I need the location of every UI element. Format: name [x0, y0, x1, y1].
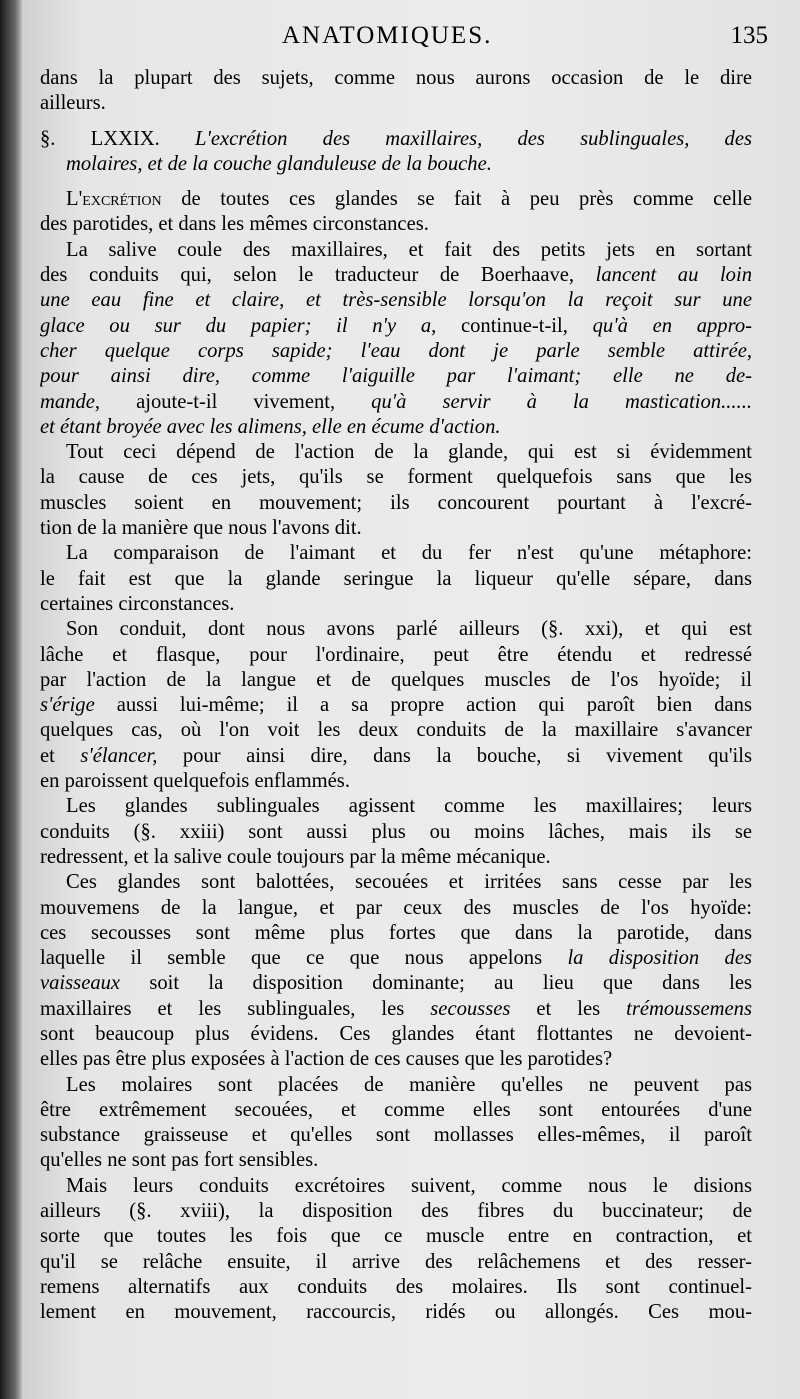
body-text: [40, 66, 752, 1326]
text-line: [40, 896, 752, 921]
text-line: [40, 1199, 752, 1224]
text-line: [40, 744, 752, 769]
page-gutter-shadow: [0, 0, 22, 1399]
italic-text: qu'à en appro-: [592, 314, 752, 337]
italic-text: mande: [40, 390, 95, 413]
text-line: [40, 997, 752, 1022]
text-segment: , continue-t-il,: [431, 314, 593, 337]
running-header: [22, 22, 778, 56]
text-segment: Tout ceci dépend de l'action de la glande, qui est si évidemment: [66, 441, 752, 464]
text-line: [40, 263, 752, 288]
text-segment: et les: [510, 997, 627, 1020]
text-line: [40, 440, 752, 465]
text-line: [40, 314, 752, 339]
text-line: [40, 541, 752, 566]
text-segment: laquelle il semble que ce que nous appelons: [40, 947, 568, 970]
italic-text: s'élancer,: [80, 744, 158, 767]
text-segment: lement en mouvement, raccourcis, ridés ou allongés. Ces mou-: [40, 1301, 752, 1324]
text-segment: muscles soient en mouvement; ils concourent pourtant à l'excré-: [40, 491, 752, 514]
text-line: [40, 1148, 752, 1173]
text-segment: ailleurs.: [40, 92, 106, 115]
text-line: [40, 1275, 752, 1300]
text-line: [40, 643, 752, 668]
text-segment: , ajoute-t-il vivement,: [94, 390, 372, 413]
page-number: 135: [730, 22, 768, 49]
text-segment: ces secousses sont même plus fortes que dans la parotide, dans: [40, 921, 752, 944]
text-segment: La salive coule des maxillaires, et fait des petits jets en sortant: [66, 238, 752, 261]
italic-text: qu'à servir à la mastication......: [371, 390, 752, 413]
text-segment: elles pas être plus exposées à l'action de ces causes que les parotides?: [40, 1048, 613, 1071]
text-segment: Les glandes sublinguales agissent comme les maxillaires; leurs: [66, 795, 752, 818]
italic-text: une eau fine et claire, et très-sensible lorsqu'on la reçoit sur une: [40, 289, 752, 312]
text-segment: aussi lui-même; il a sa propre action qui paroît bien dans: [94, 694, 752, 717]
text-segment: remens alternatifs aux conduits des molaires. Ils sont continuel-: [40, 1275, 752, 1298]
text-segment: sont beaucoup plus évidens. Ces glandes étant flottantes ne devoient-: [40, 1022, 752, 1045]
text-segment: substance graisseuse et qu'elles sont mollasses elles-mêmes, il paroît: [40, 1124, 752, 1147]
text-line: [40, 1022, 752, 1047]
text-line: [40, 592, 752, 617]
text-line: [40, 971, 752, 996]
text-segment: être extrêmement secouées, et comme elles sont entourées d'une: [40, 1098, 752, 1121]
text-line: [40, 1224, 752, 1249]
text-line: [40, 1073, 752, 1098]
text-line: [40, 794, 752, 819]
italic-text: pour ainsi dire, comme l'aiguille par l'aimant; elle ne de-: [40, 365, 752, 388]
text-segment: qu'il se relâche ensuite, il arrive des relâchemens et des resser-: [40, 1250, 752, 1273]
text-line: [40, 1123, 752, 1148]
italic-text: lancent au loin: [595, 264, 752, 287]
text-segment: par l'action de la langue et de quelques muscles de l'os hyoïde; il: [40, 668, 752, 691]
italic-text: L'excrétion des maxillaires, des sublinguales, des: [195, 127, 752, 150]
text-line: [40, 339, 752, 364]
text-line: [40, 288, 752, 313]
italic-text: glace ou sur du papier; il n'y a: [40, 314, 432, 337]
text-segment: certaines circonstances.: [40, 592, 235, 615]
text-segment: soit la disposition dominante; au lieu que dans les: [120, 972, 752, 995]
italic-text: cher quelque corps sapide; l'eau dont je parle semble attirée,: [40, 339, 752, 362]
text-segment: Mais leurs conduits excrétoires suivent, comme nous le disions: [66, 1174, 752, 1197]
text-segment: Les molaires sont placées de manière qu'elles ne peuvent pas: [66, 1073, 752, 1096]
text-line: [40, 718, 752, 743]
italic-text: molaires, et de la couche glanduleuse de la bouche.: [66, 152, 492, 175]
text-segment: §. LXXIX.: [40, 127, 195, 150]
text-line: [40, 91, 752, 116]
text-line: [40, 415, 752, 440]
text-line: [40, 769, 752, 794]
text-segment: de toutes ces glandes se fait à peu près comme celle: [161, 188, 752, 211]
text-segment: redressent, et la salive coule toujours par la même mécanique.: [40, 845, 551, 868]
text-line: [40, 870, 752, 895]
text-line: [40, 1174, 752, 1199]
running-title: ANATOMIQUES.: [282, 22, 493, 49]
text-line: [40, 212, 752, 237]
text-line: [40, 820, 752, 845]
text-segment: des parotides, et dans les mêmes circonstances.: [40, 213, 429, 236]
text-line: [40, 845, 752, 870]
text-segment: dans la plupart des sujets, comme nous aurons occasion de le dire: [40, 67, 752, 89]
text-segment: sorte que toutes les fois que ce muscle entre en contraction, et: [40, 1225, 752, 1248]
text-line: [40, 390, 752, 415]
text-line: [40, 946, 752, 971]
text-line: [40, 1098, 752, 1123]
text-segment: maxillaires et les sublinguales, les: [40, 997, 431, 1020]
text-segment: pour ainsi dire, dans la bouche, si vivement qu'ils: [157, 744, 752, 767]
text-segment: des conduits qui, selon le traducteur de Boerhaave,: [40, 264, 596, 287]
text-segment: lâche et flasque, pour l'ordinaire, peut être étendu et redressé: [40, 643, 752, 666]
italic-text: s'érige: [40, 694, 95, 717]
text-line: [40, 491, 752, 516]
text-segment: tion de la manière que nous l'avons dit.: [40, 517, 362, 540]
text-segment: la cause de ces jets, qu'ils se forment quelquefois sans que les: [40, 466, 752, 489]
text-segment: et: [40, 744, 81, 767]
text-segment: ailleurs (§. xviii), la disposition des fibres du buccinateur; de: [40, 1200, 752, 1223]
text-line: [40, 465, 752, 490]
text-line: [40, 668, 752, 693]
text-segment: La comparaison de l'aimant et du fer n'est qu'une métaphore:: [66, 542, 752, 565]
text-line: [40, 921, 752, 946]
text-segment: en paroissent quelquefois enflammés.: [40, 770, 350, 793]
text-line: [40, 693, 752, 718]
italic-text: secousses: [430, 997, 511, 1020]
italic-text: la disposition des: [567, 947, 752, 970]
text-line: [40, 1300, 752, 1325]
text-line: [40, 187, 752, 212]
text-segment: quelques cas, où l'on voit les deux conduits de la maxillaire s'avancer: [40, 719, 752, 742]
text-line: [40, 516, 752, 541]
italic-text: et étant broyée avec les alimens, elle en écume d'action.: [40, 415, 501, 438]
text-segment: conduits (§. xxiii) sont aussi plus ou moins lâches, mais ils se: [40, 820, 752, 843]
text-segment: qu'elles ne sont pas fort sensibles.: [40, 1149, 319, 1172]
text-line: [40, 567, 752, 592]
small-caps-text: L'excrétion: [66, 188, 162, 211]
text-segment: mouvemens de la langue, et par ceux des muscles de l'os hyoïde:: [40, 896, 752, 919]
text-line: [40, 1047, 752, 1072]
italic-text: trémoussemens: [626, 997, 752, 1020]
text-line: [40, 238, 752, 263]
section-heading-line: [40, 152, 752, 177]
text-segment: le fait est que la glande seringue la liqueur qu'elle sépare, dans: [40, 567, 752, 590]
section-heading-line: [40, 127, 752, 152]
text-line: [40, 617, 752, 642]
text-segment: Son conduit, dont nous avons parlé ailleurs (§. xxi), et qui est: [66, 618, 752, 641]
text-line: [40, 66, 752, 91]
italic-text: vaisseaux: [40, 972, 121, 995]
text-segment: Ces glandes sont balottées, secouées et irritées sans cesse par les: [66, 871, 752, 894]
text-line: [40, 1250, 752, 1275]
text-line: [40, 364, 752, 389]
